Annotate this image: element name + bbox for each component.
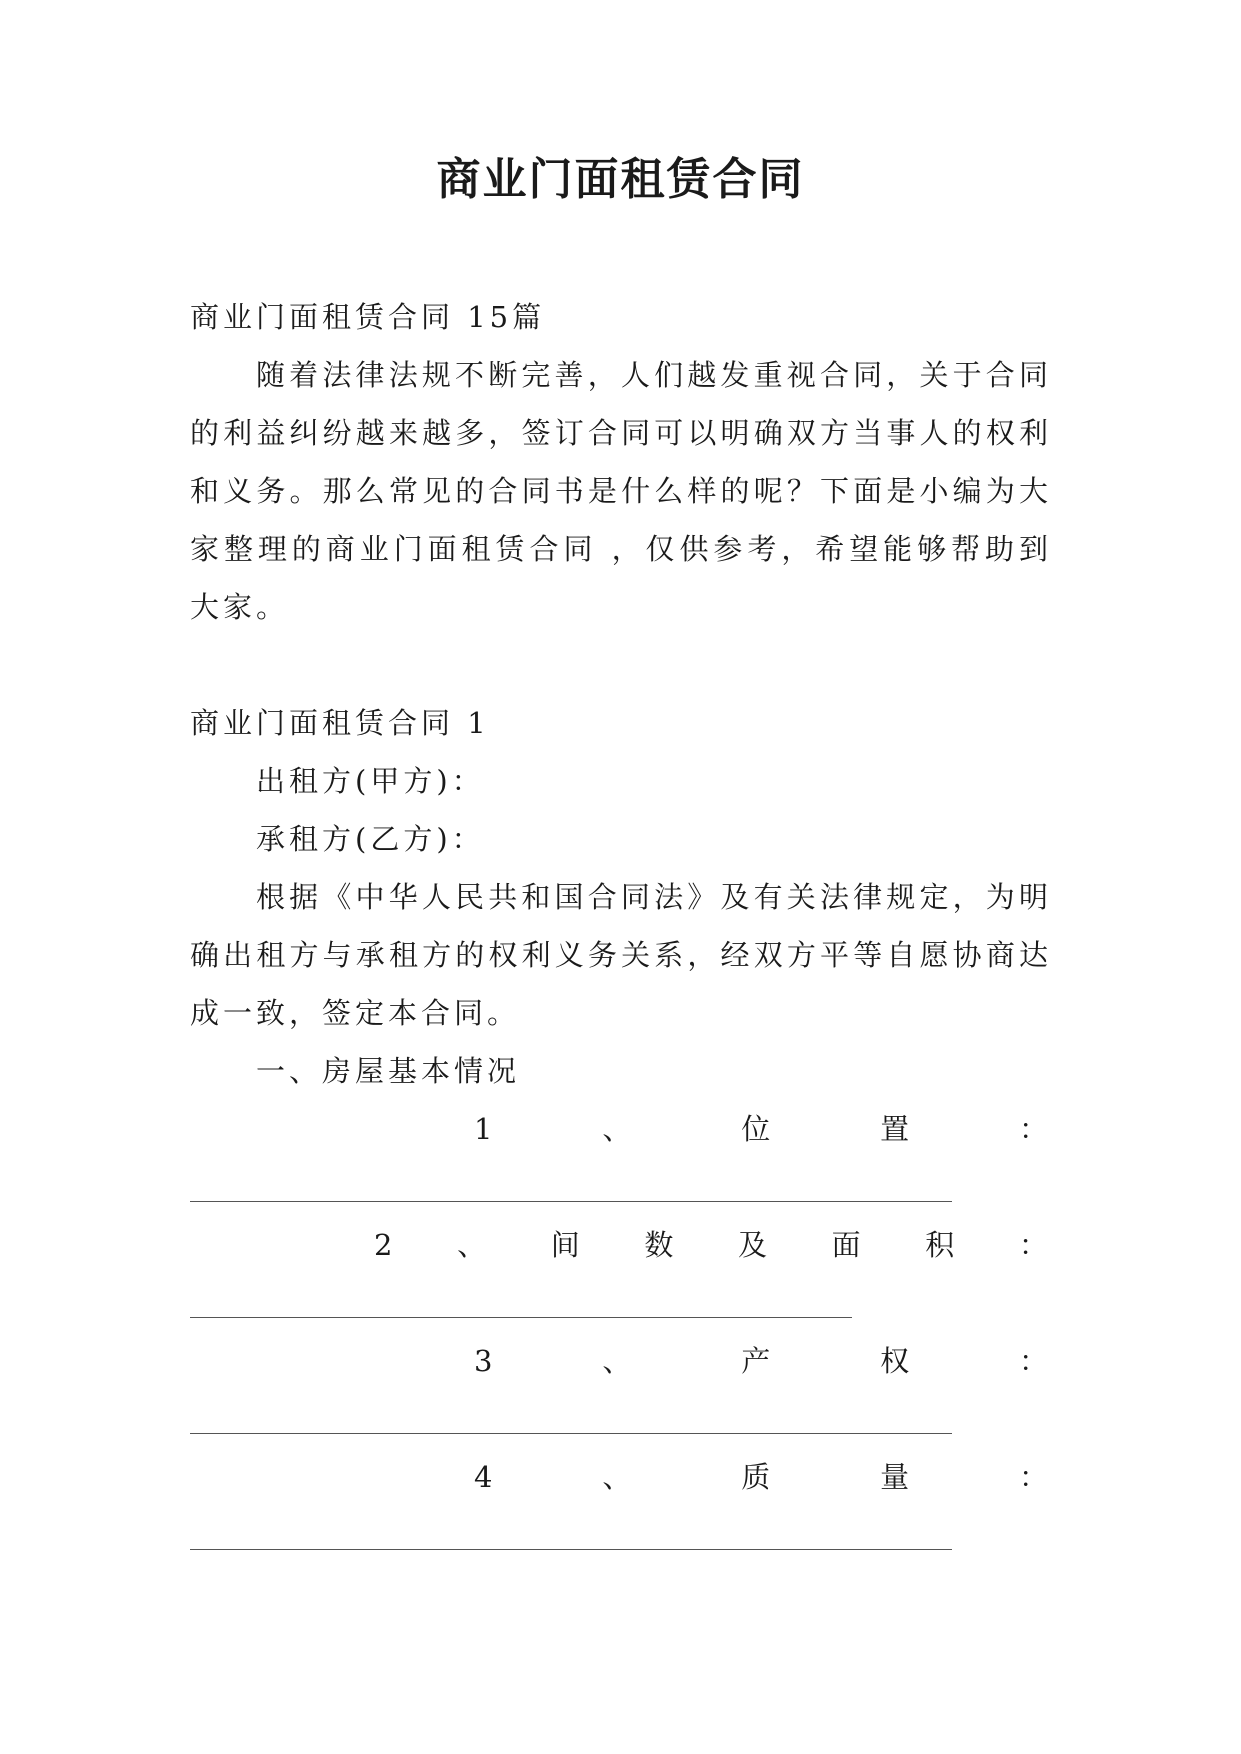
item-label-char: 产 bbox=[741, 1344, 775, 1378]
fill-in-line-location[interactable] bbox=[190, 1158, 1052, 1216]
item-label-char: 及 bbox=[738, 1228, 772, 1262]
item-label-char: 面 bbox=[831, 1228, 865, 1262]
item-location bbox=[190, 1100, 1052, 1158]
item-colon: ： bbox=[1018, 1112, 1052, 1146]
item-separator: 、 bbox=[602, 1112, 636, 1146]
item-label-char: 位 bbox=[741, 1112, 775, 1146]
fill-in-line-quality[interactable] bbox=[190, 1506, 1052, 1564]
item-separator: 、 bbox=[602, 1344, 636, 1378]
item-label-char: 质 bbox=[741, 1460, 775, 1494]
item-label-char: 积 bbox=[925, 1228, 959, 1262]
document-body bbox=[190, 288, 1052, 1564]
page-title: 商业门面租赁合同 bbox=[436, 154, 805, 205]
section-heading: 商业门面租赁合同 1 bbox=[190, 706, 490, 740]
item-label-char: 权 bbox=[880, 1344, 914, 1378]
basis-paragraph: 根据《中华人民共和国合同法》及有关法律规定，为明确出租方与承租方的权利义务关系，经双方平等自愿协商达成一致，签定本合同。 bbox=[190, 880, 1052, 1030]
item-number: 3 bbox=[474, 1344, 497, 1378]
item-separator: 、 bbox=[457, 1228, 491, 1262]
item-colon: ： bbox=[1018, 1228, 1052, 1262]
clause-heading: 一、房屋基本情况 bbox=[256, 1054, 521, 1088]
item-colon: ： bbox=[1018, 1460, 1052, 1494]
item-label-char: 量 bbox=[880, 1460, 914, 1494]
fill-in-line-ownership[interactable] bbox=[190, 1390, 1052, 1448]
intro-paragraph: 随着法律法规不断完善，人们越发重视合同，关于合同的利益纠纷越来越多，签订合同可以明确双方当事人的权利和义务。那么常见的合同书是什么样的呢？下面是小编为大家整理的商业门面租赁合同 ，仅供参考，希望能够帮助到大家。 bbox=[190, 358, 1052, 624]
party-b-label: 承租方(乙方)： bbox=[256, 822, 485, 856]
item-number: 1 bbox=[474, 1112, 497, 1146]
item-label-char: 置 bbox=[880, 1112, 914, 1146]
item-ownership bbox=[190, 1332, 1052, 1390]
item-number: 4 bbox=[474, 1460, 497, 1494]
fill-in-line-rooms-area[interactable] bbox=[190, 1274, 1052, 1332]
item-quality bbox=[190, 1448, 1052, 1506]
item-label-char: 数 bbox=[644, 1228, 678, 1262]
document-subtitle: 商业门面租赁合同 15篇 bbox=[190, 300, 546, 334]
spacer bbox=[190, 636, 1052, 694]
item-number: 2 bbox=[374, 1228, 397, 1262]
item-colon: ： bbox=[1018, 1344, 1052, 1378]
party-a-label: 出租方(甲方)： bbox=[256, 764, 485, 798]
item-rooms-area bbox=[190, 1216, 1052, 1274]
item-label-char: 间 bbox=[550, 1228, 584, 1262]
item-separator: 、 bbox=[602, 1460, 636, 1494]
